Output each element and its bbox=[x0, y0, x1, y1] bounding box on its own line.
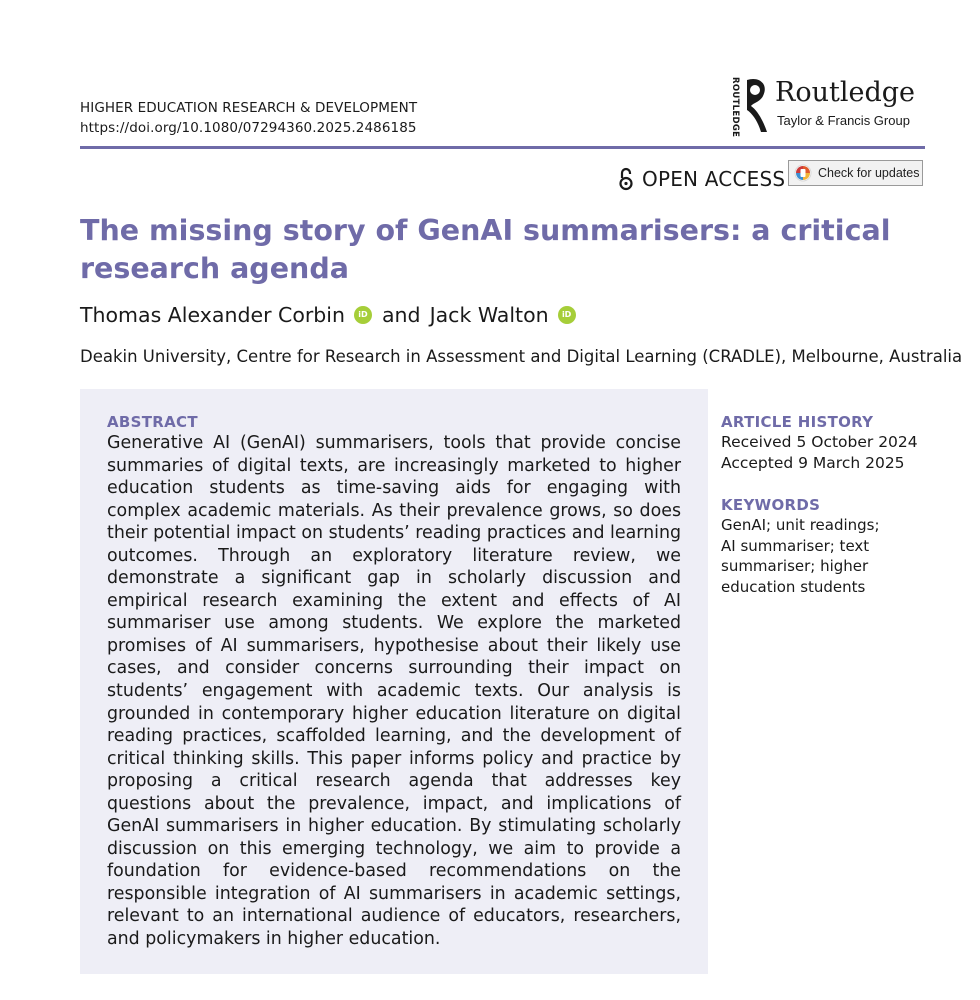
publisher-name: Routledge bbox=[775, 77, 915, 108]
header-divider bbox=[80, 146, 925, 149]
article-title: The missing story of GenAI summarisers: a critical research agenda bbox=[80, 214, 891, 285]
open-lock-icon bbox=[618, 167, 634, 191]
received-date: Received 5 October 2024 bbox=[721, 433, 918, 451]
keywords-text: GenAI; unit readings; AI summariser; text summariser; higher education students bbox=[721, 516, 880, 596]
author-name: Thomas Alexander Corbin bbox=[80, 303, 345, 327]
doi-link[interactable]: https://doi.org/10.1080/07294360.2025.2486185 bbox=[80, 120, 417, 136]
open-access-label: OPEN ACCESS bbox=[642, 167, 786, 191]
author-list bbox=[80, 301, 586, 329]
keywords-heading: KEYWORDS bbox=[721, 496, 821, 514]
affiliation: Deakin University, Centre for Research in Assessment and Digital Learning (CRADLE), Melbourne, Australia bbox=[80, 347, 963, 366]
article-metadata bbox=[721, 412, 926, 597]
open-access-badge bbox=[618, 165, 785, 193]
abstract-panel bbox=[80, 389, 708, 974]
keywords-section bbox=[721, 495, 926, 597]
publisher-group: Taylor & Francis Group bbox=[777, 113, 910, 128]
article-history-heading: ARTICLE HISTORY bbox=[721, 413, 874, 431]
routledge-logo-icon bbox=[741, 76, 773, 134]
abstract-heading: ABSTRACT bbox=[107, 413, 198, 431]
journal-info bbox=[80, 98, 417, 138]
accepted-date: Accepted 9 March 2025 bbox=[721, 453, 905, 472]
journal-name: HIGHER EDUCATION RESEARCH & DEVELOPMENT bbox=[80, 100, 418, 116]
abstract-text: Generative AI (GenAI) summarisers, tools that provide concise summaries of digital texts, are increasingly marketed to higher education students as time-saving aids for engaging with complex academic materials. As their prevalence grows, so does their potential impact on students’ reading practices and learning outcomes. Through an exploratory literature review, we demonstrate a significant gap in scholarly discussion and empirical research examining the extent and effects of AI summariser use among students. We explore the marketed promises of AI summarisers, hypothesise about their likely use cases, and consider concerns surrounding their impact on students’ engagement with academic texts. Our analysis is grounded in contemporary higher education literature on digital reading practices, scaffolded learning, and the development of critical thinking skills. This paper informs policy and practice by proposing a critical research agenda that addresses key questions about the prevalence, impact, and implications of GenAI summarisers in higher education. By stimulating scholarly discussion on this emerging technology, we aim to provide a foundation for evidence-based recommendations on the responsible integration of AI summarisers in academic settings, relevant to an international audience of educators, researchers, and policymakers in higher education. bbox=[107, 433, 681, 950]
author-name: Jack Walton bbox=[429, 303, 549, 327]
publisher-vertical-label: ROUTLEDGE bbox=[730, 77, 740, 138]
check-updates-label: Check for updates bbox=[818, 166, 920, 180]
check-for-updates-button[interactable] bbox=[788, 160, 923, 186]
check-updates-icon bbox=[794, 164, 812, 182]
author-separator: and bbox=[382, 303, 421, 327]
orcid-icon[interactable]: iD bbox=[558, 306, 576, 324]
orcid-icon[interactable]: iD bbox=[354, 306, 372, 324]
publisher-logo[interactable] bbox=[727, 76, 927, 136]
